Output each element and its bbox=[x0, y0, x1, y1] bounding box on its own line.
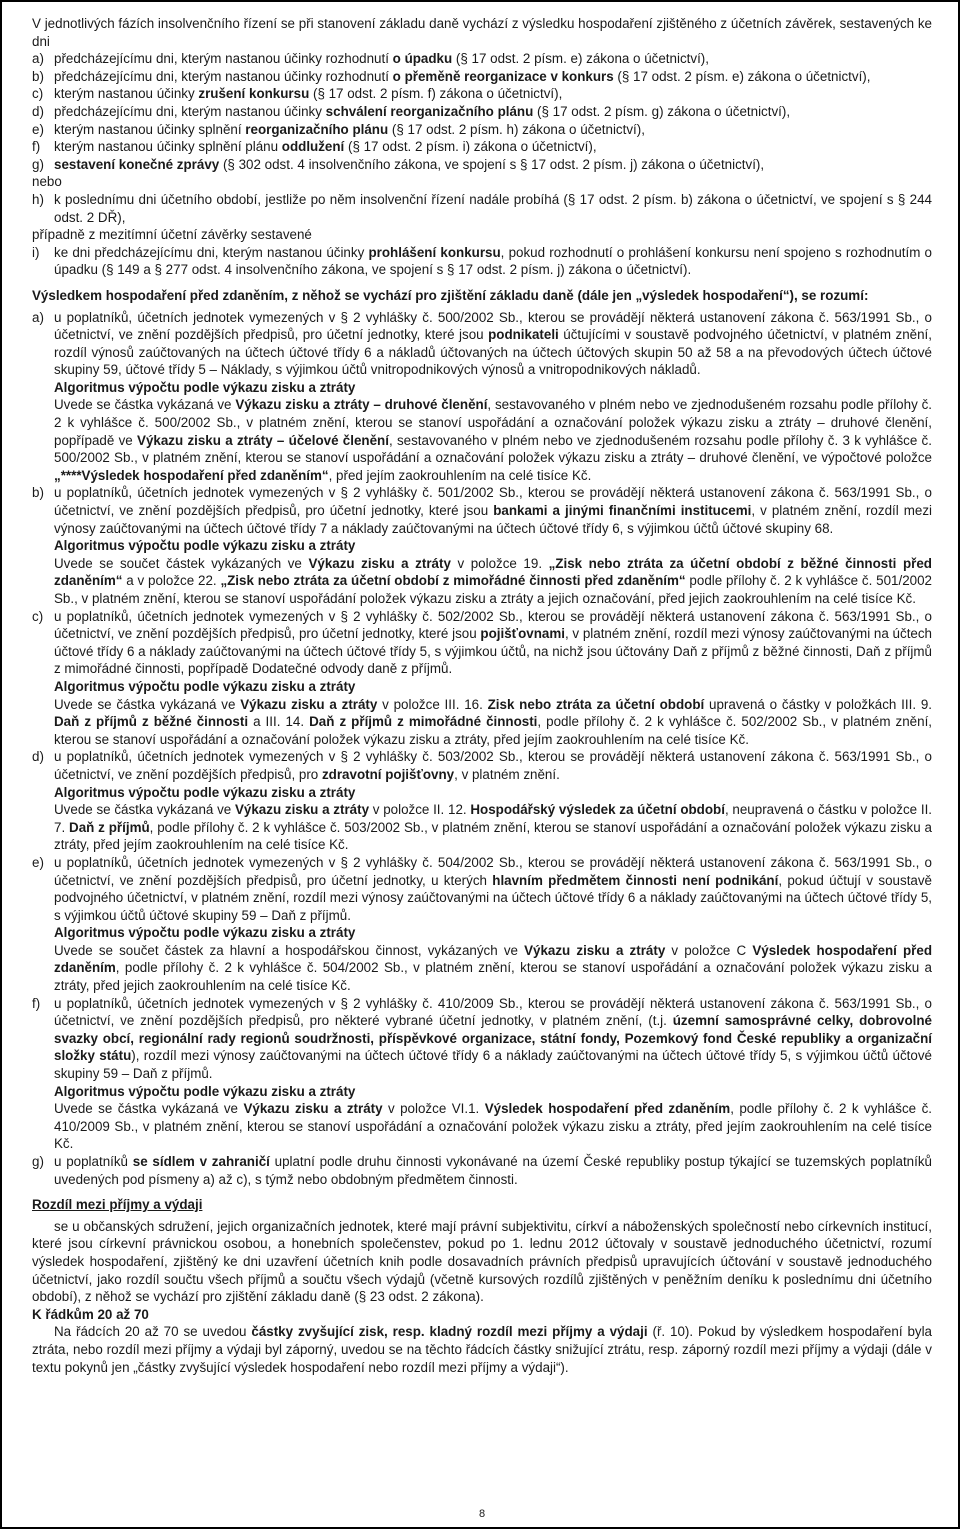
item-label: c) bbox=[32, 608, 44, 624]
item-text: kterým nastanou účinky zrušení konkursu (§ 17 odst. 2 písm. f) zákona o účetnictví), bbox=[54, 86, 563, 102]
k-radkum-title: K řádkům 20 až 70 bbox=[32, 1306, 149, 1322]
pripadne-text: případně z mezitímní účetní závěrky sestavené bbox=[32, 227, 312, 243]
item-label: d) bbox=[32, 749, 44, 765]
intro-paragraph: V jednotlivých fázích insolvenčního řízení se při stanovení základu daně vychází z výsledku hospodaření zjištěného z účetních závěrek, sestavených ke dni bbox=[32, 16, 932, 49]
item-label: g) bbox=[32, 156, 44, 172]
algoritmus-heading: Algoritmus výpočtu podle výkazu zisku a ztráty bbox=[54, 784, 356, 800]
algoritmus-heading: Algoritmus výpočtu podle výkazu zisku a ztráty bbox=[54, 925, 356, 941]
intro-item-h: h) k poslednímu dni účetního období, jestliže po něm insolvenční řízení nadále probíhá (§ 17 odst. 2 písm. b) zákona o účetnictví, ve spojení s § 244 odst. 2 DŘ), bbox=[32, 191, 932, 225]
k-radkum-paragraph: Na řádcích 20 až 70 se uvedou částky zvyšující zisk, resp. kladný rozdíl mezi příjmy a výdaji (ř. 10). Pokud by výsledkem hospodaření byla ztráta, nebo rozdíl mezi příjmy a výdaji byl záporný, uvedou se na těchto řádcích částky snižující ztrátu, resp. záporný rozdíl mezi příjmy a výdaji (dále v textu pokynů jen „částky zvyšující výsledek hospodaření nebo rozdíl mezi příjmy a výdaji“). bbox=[32, 1324, 933, 1375]
algoritmus-heading: Algoritmus výpočtu podle výkazu zisku a ztráty bbox=[54, 1083, 356, 1099]
item-definition: u poplatníků, účetních jednotek vymezených v § 2 vyhlášky č. 410/2009 Sb., kterou se provádějí některá ustanovení zákona č. 563/1991 Sb., o účetnictví, ve znění pozdějších předpisů, pro některé vybrané účetní jednotky, v platném znění, (t.j. územní samosprávné celky, dobrovolné svazky obcí, regionální rady regionů soudržnosti, příspěvkové organizace, státní fondy, Pozemkový fond České republiky a organizační složky státu), rozdíl mezi výnosy zaúčtovanými na účtech účtové třídy 6 a náklady zaúčtovanými na účtech účtové třídy 5, s výjimkou účtů účtové skupiny 59 – Daň z příjmů. bbox=[54, 995, 932, 1082]
page-number: 8 bbox=[478, 1508, 486, 1520]
item-definition: u poplatníků se sídlem v zahraničí uplatní podle druhu činnosti vykonávané na území České republiky postup týkající se tuzemských poplatníků uvedených pod písmeny a) až c), s týmž nebo obdobným předmětem činnosti. bbox=[54, 1154, 932, 1187]
intro-item bbox=[32, 138, 932, 156]
item-label: b) bbox=[32, 68, 44, 84]
item-definition: u poplatníků, účetních jednotek vymezených v § 2 vyhlášky č. 503/2002 Sb., kterou se provádějí některá ustanovení zákona č. 563/1991 Sb., o účetnictví, ve znění pozdějších předpisů, pro zdravotní pojišťovny, v platném znění. bbox=[54, 749, 932, 782]
intro-item bbox=[32, 103, 932, 121]
intro-item bbox=[32, 50, 932, 68]
item-definition: u poplatníků, účetních jednotek vymezených v § 2 vyhlášky č. 500/2002 Sb., kterou se provádějí některá ustanovení zákona č. 563/1991 Sb., o účetnictví, ve znění pozdějších předpisů, pro účetní jednotky, které jsou podnikateli účtujícími v soustavě podvojného účetnictví, v platném znění, rozdíl výnosů zaúčtovaných na účtech účtové třídy 6 a nákladů účtovaných na účtech účtových skupin 50 až 58 a na převodových účtech účtové skupiny 59, účtové třídy 5 – Náklady, s výjimkou účtů vnitropodnikových výnosů a vnitropodnikových nákladů. bbox=[54, 309, 932, 378]
vysledek-item-c bbox=[32, 608, 932, 749]
item-definition: u poplatníků, účetních jednotek vymezených v § 2 vyhlášky č. 501/2002 Sb., kterou se provádějí některá ustanovení zákona č. 563/1991 Sb., o účetnictví, ve znění pozdějších předpisů, pro účetní jednotky, které jsou bankami a jinými finančními institucemi, v platném znění, rozdíl mezi výnosy zaúčtovanými na účtech účtové třídy 7 a náklady zaúčtovanými na účtech účtové třídy 6, s výjimkou účtů účtové skupiny 68. bbox=[54, 485, 932, 536]
item-label: b) bbox=[32, 485, 44, 501]
intro-item bbox=[32, 121, 932, 139]
algoritmus-text: Uvede se částka vykázaná ve Výkazu zisku a ztráty v položce II. 12. Hospodářský výsledek za účetní období, neupravená o částku v položce II. 7. Daň z příjmů, podle přílohy č. 2 k vyhlášce č. 503/2002 Sb., v platném znění, kterou se stanoví uspořádání a označování položek výkazu zisku a ztráty, před jejím zaokrouhlením na celé tisíce Kč. bbox=[54, 802, 933, 853]
item-text: předcházejícímu dni, kterým nastanou účinky schválení reorganizačního plánu (§ 17 odst. 2 písm. g) zákona o účetnictví), bbox=[54, 103, 791, 119]
vysledek-item-d bbox=[32, 748, 932, 854]
intro-item bbox=[32, 85, 932, 103]
item-text: sestavení konečné zprávy (§ 302 odst. 4 insolvenčního zákona, ve spojení s § 17 odst. 2 písm. j) zákona o účetnictví), bbox=[54, 156, 765, 172]
item-text: předcházejícímu dni, kterým nastanou účinky rozhodnutí o úpadku (§ 17 odst. 2 písm. e) zákona o účetnictví), bbox=[54, 51, 709, 67]
algoritmus-heading: Algoritmus výpočtu podle výkazu zisku a ztráty bbox=[54, 379, 356, 395]
vysledek-item-f bbox=[32, 995, 932, 1153]
vysledek-item-b bbox=[32, 484, 932, 607]
item-label: f) bbox=[32, 995, 41, 1011]
vysledek-title: Výsledkem hospodaření před zdaněním, z něhož se vychází pro zjištění základu daně (dále jen „výsledek hospodaření“), se rozumí: bbox=[32, 287, 869, 303]
intro-item-i: i) ke dni předcházejícímu dni, kterým nastanou účinky prohlášení konkursu, pokud rozhodnutí o prohlášení konkursu není spojeno s rozhodnutím o úpadku (§ 149 a § 277 odst. 4 insolvenčního zákona, ve spojení s § 17 odst. 2 písm. j) zákona o účetnictví). bbox=[32, 244, 933, 278]
item-label: a) bbox=[32, 309, 44, 325]
item-label: f) bbox=[32, 139, 41, 155]
rozdil-paragraph: se u občanských sdružení, jejich organizačních jednotek, které mají právní subjektivitu, církví a náboženských společností nebo církevních institucí, které jsou církevní právnickou osobou, a honebních společenstev, pokud po 1. lednu 2012 účtovaly v soustavě jednoduchého účetnictví, rozumí výsledek hospodaření, zjištěný ke dni uzavření účetních knih podle dosavadních právních předpisů upravujících účtování v soustavě jednoduchého účetnictví, jako rozdíl součtu všech příjmů a součtu všech výdajů (včetně kursových rozdílů zjištěných v peněžním deníku k poslednímu dni účetního období), z něhož se vychází pro zjištění základu daně (§ 23 odst. 2 zákona). bbox=[32, 1218, 932, 1305]
item-label: a) bbox=[32, 51, 44, 67]
item-text: kterým nastanou účinky splnění reorganizačního plánu (§ 17 odst. 2 písm. h) zákona o účetnictví), bbox=[54, 121, 645, 137]
intro-item bbox=[32, 156, 932, 174]
algoritmus-text: Uvede se součet částek za hlavní a hospodářskou činnost, vykázaných ve Výkazu zisku a ztráty v položce C Výsledek hospodaření před zdaněním, podle přílohy č. 2 k vyhlášce č. 504/2002 Sb., v platném znění, kterou se stanoví uspořádání a označování položek výkazu zisku a ztráty, před jejich zaokrouhlením na celé tisíce Kč. bbox=[54, 942, 932, 994]
item-label: e) bbox=[32, 121, 44, 137]
item-label: e) bbox=[32, 854, 44, 870]
vysledek-item-a bbox=[32, 309, 932, 485]
nebo-text: nebo bbox=[32, 174, 62, 190]
algoritmus-text: Uvede se součet částek vykázaných ve Výkazu zisku a ztráty v položce 19. „Zisk nebo ztráta za účetní období z běžné činnosti před zdaněním“ a v položce 22. „Zisk nebo ztráta za účetní období z mimořádné činnosti před zdaněním“ podle přílohy č. 2 k vyhlášce č. 501/2002 Sb., v platném znění, kterou se stanoví uspořádání položek výkazu zisku a ztráty a jejich označování, před jejich zaokrouhlením na celé tisíce Kč. bbox=[54, 555, 932, 606]
document-body bbox=[32, 15, 932, 1376]
algoritmus-text: Uvede se částka vykázaná ve Výkazu zisku a ztráty – druhové členění, sestavovaného v plném nebo ve zjednodušeném rozsahu podle přílohy č. 2 k vyhlášce č. 500/2002 Sb., v platném znění, kterou se stanoví uspořádání a označování položek výkazu zisku a ztráty – druhové členění, popřípadě ve Výkazu zisku a ztráty – účelové členění, sestavovaného v plném nebo ve zjednodušeném rozsahu podle přílohy č. 3 k vyhlášce č. 500/2002 Sb., v platném znění, kterou se stanoví uspořádání a označování položek výkazu zisku a ztráty – druhové členění, ve výpočtové položce „****Výsledek hospodaření před zdaněním“, před jejím zaokrouhlením na celé tisíce Kč. bbox=[54, 397, 932, 483]
item-label: g) bbox=[32, 1154, 44, 1169]
item-definition: u poplatníků, účetních jednotek vymezených v § 2 vyhlášky č. 502/2002 Sb., kterou se provádějí některá ustanovení zákona č. 563/1991 Sb., o účetnictví, ve znění pozdějších předpisů, pro účetní jednotky, které jsou pojišťovnami, v platném znění, rozdíl mezi výnosy zaúčtovanými na účtech účtové třídy 6 a náklady zaúčtovanými na účtech účtové třídy 5, s výjimkou účtů, na nichž jsou účtovány Daň z příjmů z běžné činnosti, Daň z příjmů z mimořádné činnosti, popřípadě Dodatečné odvody daně z příjmů. bbox=[54, 608, 933, 677]
intro-item bbox=[32, 68, 932, 86]
item-text: předcházejícímu dni, kterým nastanou účinky rozhodnutí o přeměně reorganizace v konkurs (§ 17 odst. 2 písm. e) zákona o účetnictví), bbox=[54, 68, 871, 84]
vysledek-item-e bbox=[32, 854, 932, 995]
algoritmus-heading: Algoritmus výpočtu podle výkazu zisku a ztráty bbox=[54, 678, 356, 694]
vysledek-list bbox=[32, 309, 932, 1189]
algoritmus-heading: Algoritmus výpočtu podle výkazu zisku a ztráty bbox=[54, 538, 356, 554]
item-definition: u poplatníků, účetních jednotek vymezených v § 2 vyhlášky č. 504/2002 Sb., kterou se provádějí některá ustanovení zákona č. 563/1991 Sb., o účetnictví, ve znění pozdějších předpisů, pro účetní jednotky, u kterých hlavním předmětem činnosti není podnikání, pokud účtují v soustavě podvojného účetnictví, v platném znění, rozdíl mezi výnosy zaúčtovanými na účtech účtové třídy 6 a náklady zaúčtovanými na účtech účtové třídy 5, s výjimkou účtů účtové skupiny 59 – Daň z příjmů. bbox=[54, 854, 933, 923]
algoritmus-text: Uvede se částka vykázaná ve Výkazu zisku a ztráty v položce III. 16. Zisk nebo ztráta za účetní období upravená o částky v položkách III. 9. Daň z příjmů z běžné činnosti a III. 14. Daň z příjmů z mimořádné činnosti, podle přílohy č. 2 k vyhlášce č. 502/2002 Sb., v platném znění, kterou se stanoví uspořádání a označování položek výkazu zisku a ztráty, před jejím zaokrouhlením na celé tisíce Kč. bbox=[54, 696, 933, 747]
algoritmus-text: Uvede se částka vykázaná ve Výkazu zisku a ztráty v položce VI.1. Výsledek hospodaření před zdaněním, podle přílohy č. 2 k vyhlášce č. 410/2009 Sb., v platném znění, kterou se stanoví uspořádání a označování položek výkazu zisku a ztráty, před jejím zaokrouhlením na celé tisíce Kč. bbox=[54, 1101, 932, 1152]
intro-list bbox=[32, 50, 932, 173]
item-text: kterým nastanou účinky splnění plánu oddlužení (§ 17 odst. 2 písm. i) zákona o účetnictví), bbox=[54, 139, 597, 155]
vysledek-item-g bbox=[32, 1153, 932, 1188]
item-label: c) bbox=[32, 86, 44, 102]
item-label: d) bbox=[32, 103, 44, 119]
rozdil-title: Rozdíl mezi příjmy a výdaji bbox=[32, 1197, 203, 1213]
